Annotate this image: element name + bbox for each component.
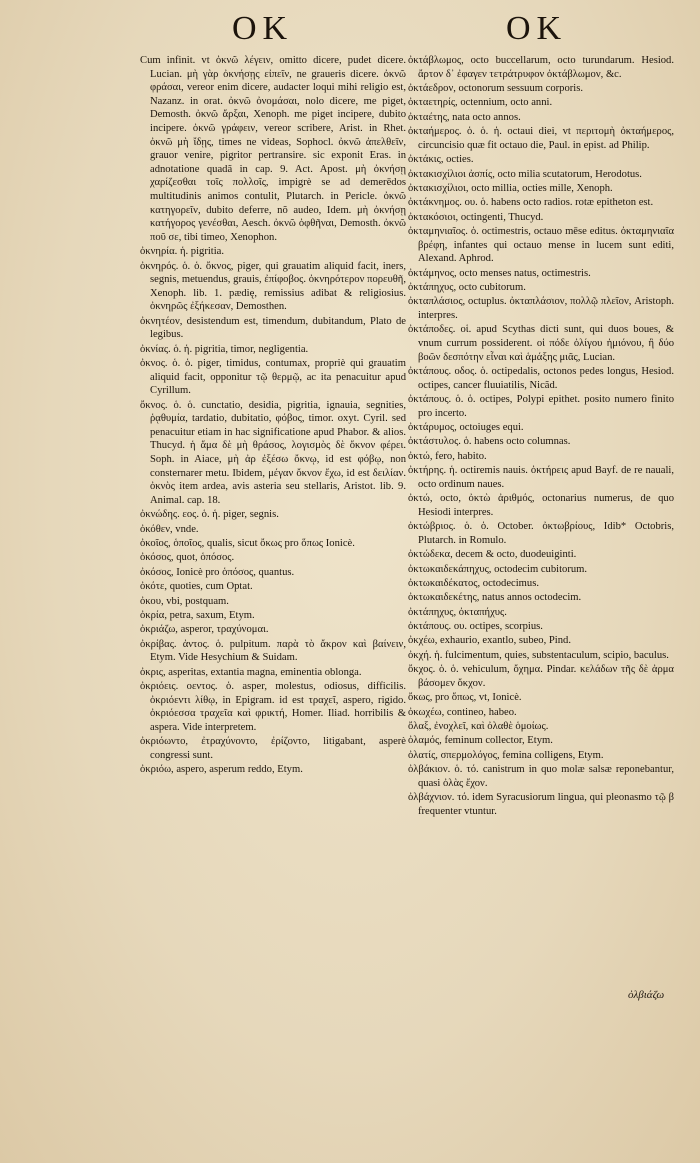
dictionary-entry: ὀκτώ, octo, ὀκτὼ ἀριθμός, octonarius numerus, de quo Hesiodi interpres. <box>408 493 674 518</box>
dictionary-entry: ὀκρις, asperitas, extantia magna, eminentia oblonga. <box>140 666 362 678</box>
dictionary-entry: ὀκτάποδες. οἱ. apud Scythas dicti sunt, qui duos boues, & vnum currum possiderent. οἱ πόδε ὀλίγου ἡμιόνου, ἢ δύο βοῶν δεσπότην εἶναι καὶ ἁμάξης μιᾶς, Lucian. <box>408 324 674 363</box>
dictionary-entry: ὀκτώβριος. ὁ. ὁ. October. ὀκτωβρίους, Idib* Octobris, Plutarch. in Romulo. <box>408 521 674 546</box>
dictionary-entry: ὀλατίς, σπερμολόγος, femina colligens, Etym. <box>408 749 604 761</box>
dictionary-entry: ὀκνος. ὁ. ὁ. piger, timidus, contumax, propriè qui grauatim aliquid facit, opponitur τῷ θερμῷ, ac ita penacuitur apud Cyrillum. <box>140 358 406 397</box>
dictionary-entry: ὀκταμηνιαῖος. ὁ. octimestris, octauo mēse editus. ὀκταμηνιαῖα βρέφη, infantes qui octauo mense in lucem sunt editi, Alexand. Aphrod. <box>408 226 674 265</box>
dictionary-entry: ὄκχος. ὁ. ὁ. vehiculum, ὄχημα. Pindar. κελάδων τῆς δὲ ἀρμα βάσομεν ὄκχον. <box>408 664 674 689</box>
dictionary-entry: ὀκρίβας. ἀντος. ὁ. pulpitum. παρὰ τὸ ἄκρον καὶ βαίνειν, Etym. Vide Hesychium & Suidam. <box>140 638 406 664</box>
dictionary-entry: ὀκτήρης. ἡ. octiremis nauis. ὀκτήρεις apud Bayf. de re nauali, octo ordinum naues. <box>408 465 674 490</box>
dictionary-entry: ὀκτωκαιδέκατος, octodecimus. <box>408 577 539 589</box>
dictionary-entry: ὀκριόω, aspero, asperum reddo, Etym. <box>140 764 303 776</box>
dictionary-entry: ὀκτάεδρον, octonorum sessuum corporis. <box>408 82 584 94</box>
dictionary-entry: ὀκτάστυλος. ὁ. habens octo columnas. <box>408 436 571 448</box>
dictionary-entry: ὀκτακισχίλιοι, octo millia, octies mille, Xenoph. <box>408 182 613 194</box>
dictionary-entry: ὀκτώ, fero, habito. <box>408 450 487 462</box>
dictionary-entry: ὀκνηρός. ὁ. ὁ. ὄκνος, piger, qui grauatim aliquid facit, iners, segnis, metuendus, grauis, ἐπίφοβος. ὀκνηρότερον πορευθῆ, Xenoph. lib. 1. pædię, remissius adibat & religiosius. ὀκνηρῶς ἐξήκεσαν, Demosthen. <box>140 260 406 313</box>
dictionary-entry: ὀλβάχνιον. τό. idem Syracusiorum lingua, qui pleonasmo τῷ β frequenter vtuntur. <box>408 792 674 817</box>
dictionary-entry: ὀκτωκαιδεκάπηχυς, octodecim cubitorum. <box>408 563 588 575</box>
dictionary-entry: ὀκχέω, exhaurio, exantlo, subeo, Pind. <box>408 635 571 647</box>
dictionary-entry: ὀκνώδης. εος. ὁ. ἡ. piger, segnis. <box>140 509 279 521</box>
dictionary-entry: ὀκωχέω, contineo, habeo. <box>408 706 517 718</box>
dictionary-entry: ὀκτάπους. ου. octipes, scorpius. <box>408 621 543 633</box>
dictionary-entry: ὀκτωκαιδεκέτης, natus annos octodecim. <box>408 592 582 604</box>
dictionary-entry: ὀκταπλάσιος, octuplus. ὀκταπλάσιον, πολλῷ πλεῖον, Aristoph. interpres. <box>408 296 674 322</box>
dictionary-entry: ὀκου, vbi, postquam. <box>140 595 229 607</box>
dictionary-entry: ὀκταέτης, nata octo annos. <box>408 111 521 123</box>
dictionary-entry: ὀκριόωντο, ἐτραχύνοντο, ἐρίζοντο, litigabant, asperè congressi sunt. <box>140 736 406 761</box>
dictionary-entry: ὀκριάζω, asperor, τραχύνομαι. <box>140 624 269 636</box>
dictionary-entry: ὀκτώδεκα, decem & octo, duodeuiginti. <box>408 549 577 561</box>
dictionary-entry: ὀκνηρία. ἡ. pigritia. <box>140 246 225 258</box>
dictionary-entry: ὀκτάπους. οδος. ὁ. octipedalis, octonos pedes longus, Hesiod. octipes, cancer fluuiatilis, Nicãd. <box>408 366 674 391</box>
dictionary-entry: ὀκρία, petra, saxum, Etym. <box>140 609 255 621</box>
dictionary-entry: ὀκνίας. ὁ. ἡ. pigritia, timor, negligentia. <box>140 343 309 355</box>
right-column <box>408 54 674 819</box>
dictionary-entry: ὀκταήμερος. ὁ. ὁ. ἡ. octaui diei, vt περιτομὴ ὀκταήμερος, circuncisio quæ fit octauo die, Paul. in epist. ad Philip. <box>408 126 674 151</box>
dictionary-entry: ὄκνος. ὁ. ὁ. cunctatio, desidia, pigritia, ignauia, segnities, ῥᾳθυμία, tardatio, dubitatio, φόβος, timor. oxyt. Cyril. sed penacuitur etiam in hac significatione apud Phabor. & alios. Thucyd. ἡ ἅμα δὲ μὴ θράσος, λογισμὸς δὲ ὄκνον φέρει. Soph. in Aiace, μὴ ἀρ ἐξέσω ὄκνῳ, id est φόβῳ, non consternarer metu. Ibidem, μέγαν ὄκνον ἔχω, id est δειλίαν. ὀκνὸς item ardea, avis asteria seu stellaris, Aristot. lib. 9. Animal. cap. 18. <box>140 399 406 506</box>
dictionary-entry: ὄκως, pro ὅπως, vt, Ionicè. <box>408 692 522 704</box>
dictionary-entry: ὀκτάκνημος. ου. ὁ. habens octo radios. rotæ epitheton est. <box>408 197 654 209</box>
dictionary-entry: ὀκτάμηνος, octo menses natus, octimestris. <box>408 267 591 279</box>
dictionary-entry: ὀκριόεις. οεντος. ὁ. asper, molestus, odiosus, difficilis. ὀκριόεντι λίθῳ, in Epigram. id est τραχεῖ, aspero, rigido. ὀκριόεσσα τραχεῖα καὶ φρικτή, Homer. Iliad. horribilis & aspera. Vide interpretem. <box>140 681 406 733</box>
catchword: ὀλβιάζω <box>628 989 665 1001</box>
dictionary-entry: ὀκόθεν, vnde. <box>140 523 199 535</box>
dictionary-entry: ὀκτακόσιοι, octingenti, Thucyd. <box>408 211 544 223</box>
running-head-left: OK <box>232 10 294 47</box>
dictionary-entry: ὀκνητέον, desistendum est, timendum, dubitandum, Plato de legibus. <box>140 315 406 341</box>
dictionary-entry: ὀκτάβλωμος, octo buccellarum, octo turundarum. Hesiod. ἄρτον δ᾽ ἐφαγεν τετράτρυφον ὀκτάβλωμον, &c. <box>408 55 674 80</box>
dictionary-entry: ὀλβάκιον. ὁ. τό. canistrum in quo molæ salsæ reponebantur, quasi ὀλὰς ἔχον. <box>408 764 674 789</box>
dictionary-entry: ὀκόσος, quot, ὁπόσος. <box>140 552 235 564</box>
dictionary-entry: Cum infinit. vt ὀκνῶ λέγειν, omitto dicere, pudet dicere. Lucian. μὴ γὰρ ὀκνήσῃς εἰπεῖν, ne graueris dicere. ὀκνῶ φράσαι, vereor enim dicere, audacter loqui mihi religio est, Nazanz. in orat. ὀκνῶ ὀνομάσαι, nolo dicere, me piget, Demosth. ὀκνῶ ἄρξαι, Xenoph. me piget incipere, dubito incipere. ὀκνῶ γράφειν, vereor scribere, Arist. in Rhet. ὀκνῶ μὴ ἴδῃς, times ne videas, Sophocl. ὀκνῶ ἀπελθεῖν, grauor venire, pigritor pertransire. sic exponit Eras. in adnotatione quadã in cap. 9. Act. Apost. μὴ ὀκνήσῃ χαρίζεσθαι τοῖς πολλοῖς, impigrè se ad demerēdos multitudinis animos contulit, Plutarch. in Pericle. ὀκνῶ κατηγορεῖν, dubito deferre, nõ audeo, Idem. μὴ ὀκνήσῃ κατήγορος γενέσθαι, Aesch. ὀκνῶ ὀφθῆναι, Demosth. ὀκνῶ ποῦ σε, tibi timeo, Xenophon. <box>140 55 406 243</box>
left-column <box>140 54 406 778</box>
dictionary-entry: ὀλαμός, feminum collector, Etym. <box>408 735 553 747</box>
dictionary-entry: ὄλαξ, ἐνοχλεῖ, καὶ ὀλαθὲ ὁμοίως. <box>408 721 549 732</box>
dictionary-entry: ὀκότε, quoties, cum Optat. <box>140 581 253 593</box>
dictionary-entry: ὀκταετηρίς, octennium, octo anni. <box>408 97 553 109</box>
dictionary-entry: ὀκτάπους. ὁ. ὁ. octipes, Polypi epithet. posito numero finito pro incerto. <box>408 394 674 419</box>
dictionary-entry: ὀκτάκις, octies. <box>408 154 474 166</box>
running-head-right: OK <box>506 10 568 47</box>
dictionary-entry: ὀκχή. ἡ. fulcimentum, quies, substentaculum, scipio, baculus. <box>408 649 669 661</box>
dictionary-entry: ὀκτακισχίλιοι ἀσπίς, octo milia scutatorum, Herodotus. <box>408 168 642 180</box>
dictionary-entry: ὀκτάρυμος, octoiuges equi. <box>408 421 524 433</box>
dictionary-entry: ὀκοῖος, ὁποῖος, qualis, sicut ὄκως pro ὅπως Ionicè. <box>140 537 355 549</box>
dictionary-entry: ὀκτάπηχυς, ὀκταπήχυς. <box>408 606 507 618</box>
dictionary-entry: ὀκόσος, Ionicè pro ὁπόσος, quantus. <box>140 566 295 578</box>
dictionary-entry: ὀκτάπηχυς, octo cubitorum. <box>408 282 526 294</box>
